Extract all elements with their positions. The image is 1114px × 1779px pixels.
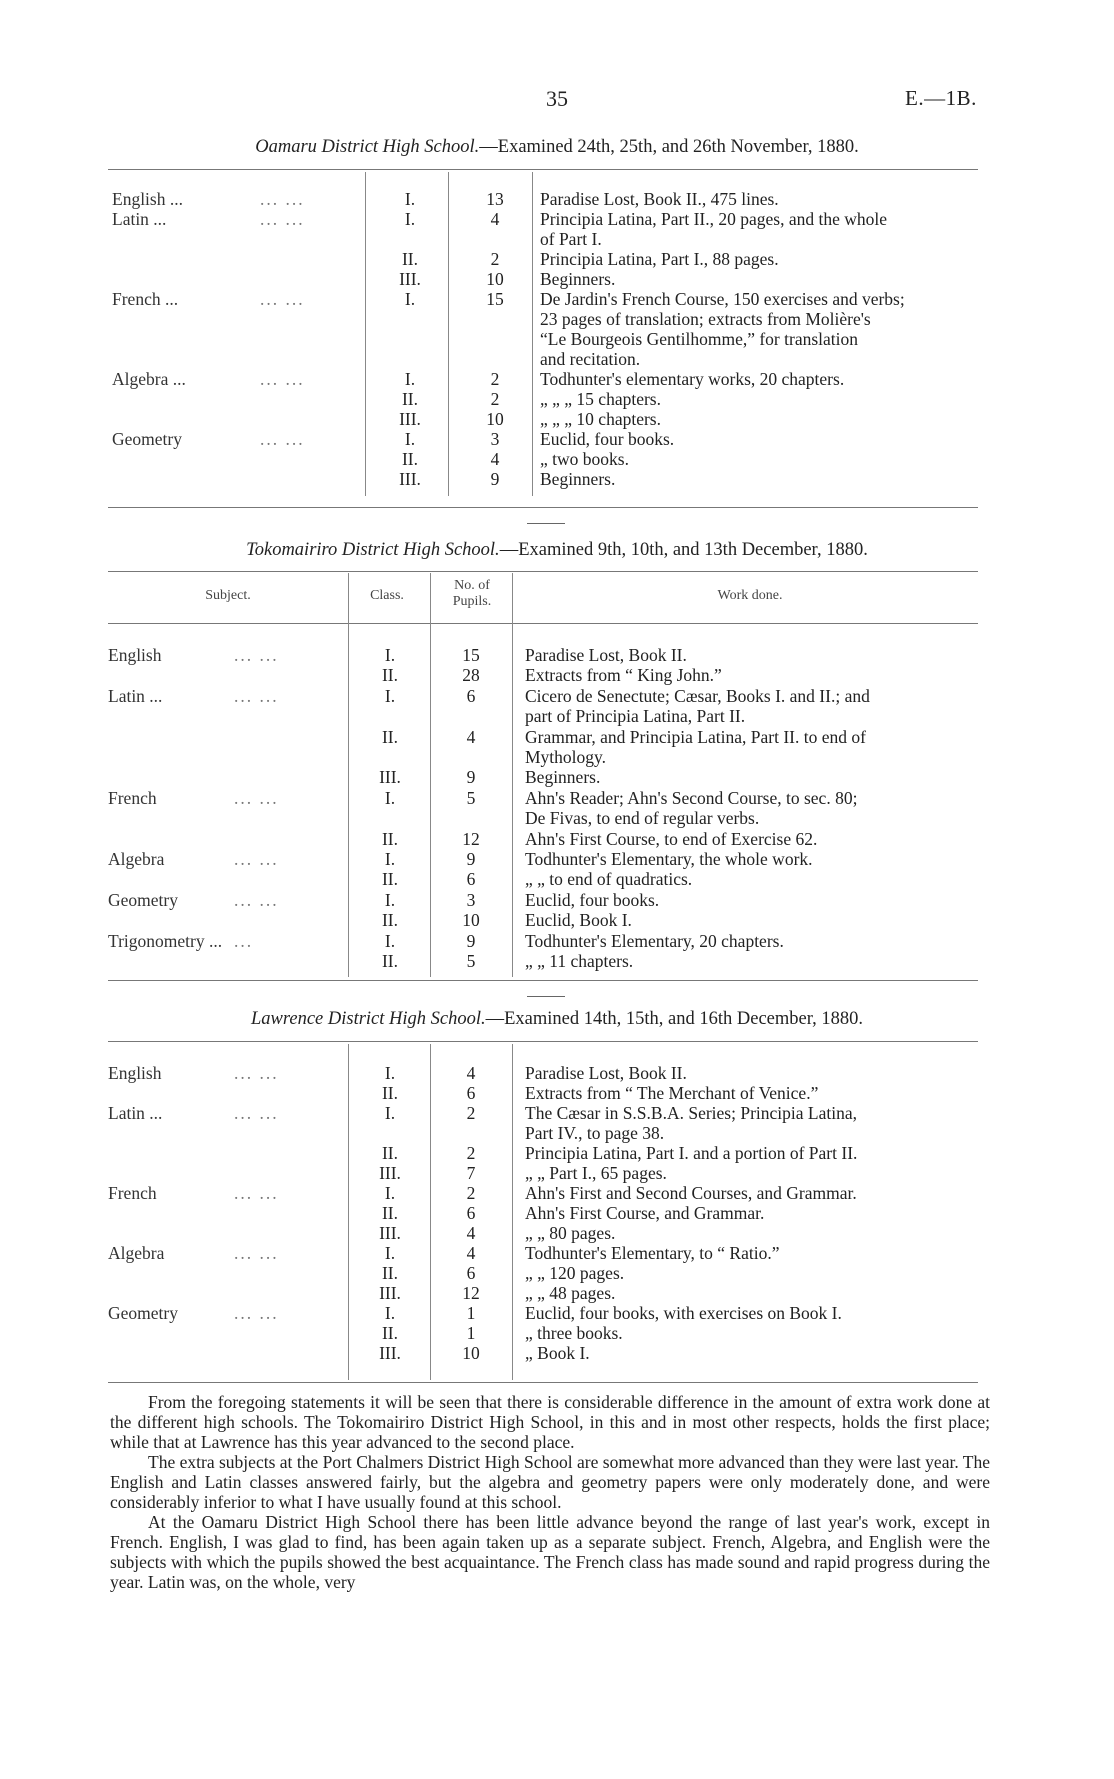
row-work-done: Principia Latina, Part I., 88 pages.	[540, 249, 779, 269]
row-work-done: Paradise Lost, Book II., 475 lines.	[540, 189, 779, 209]
row-pupils: 3	[466, 889, 476, 910]
row-leader-dots: ... ...	[234, 645, 279, 665]
lawrence-heading-dates: —Examined 14th, 15th, and 16th December, 1880.	[485, 1009, 864, 1029]
oamaru-heading-school: Oamaru District High School.	[255, 137, 480, 157]
row-subject: English	[108, 645, 162, 665]
row-class: II.	[381, 1203, 399, 1223]
row-work-done: Euclid, four books.	[525, 889, 660, 910]
row-work-done: part of Principia Latina, Part II.	[525, 706, 746, 727]
row-work-done: Todhunter's Elementary, 20 chapters.	[525, 930, 784, 951]
row-leader-dots: ... ...	[234, 1103, 279, 1123]
row-pupils: 4	[466, 1063, 476, 1083]
row-work-done: 23 pages of translation; extracts from Molière's	[540, 309, 871, 329]
oamaru-top-rule	[108, 169, 978, 170]
oamaru-col-divider-3	[532, 172, 533, 496]
row-pupils: 2	[466, 1183, 476, 1203]
col-header-pupils-line2: Pupils.	[452, 594, 492, 609]
tokomairiro-heading-school: Tokomairiro District High School.	[246, 540, 500, 560]
paragraph: From the foregoing statements it will be seen that there is considerable difference in the amount of extra work done at the different high schools. The Tokomairiro District High School, in this and in most other respects, holds the first place; while that at Lawrence has this year advanced to the second place.	[110, 1392, 990, 1452]
lawrence-bottom-rule	[108, 1382, 978, 1383]
section-separator-2	[527, 996, 565, 997]
tokomairiro-col-divider-3	[512, 573, 513, 977]
row-pupils: 1	[466, 1303, 476, 1323]
row-work-done: Euclid, Book I.	[525, 910, 632, 931]
row-class: I.	[384, 1303, 396, 1323]
row-work-done: „ two books.	[540, 449, 629, 469]
row-work-done: Todhunter's Elementary, the whole work.	[525, 849, 813, 869]
row-work-done: „ „ 120 pages.	[525, 1263, 625, 1283]
row-pupils: 15	[462, 645, 480, 665]
row-pupils: 3	[490, 429, 500, 449]
row-leader-dots: ... ...	[234, 685, 279, 706]
row-class: II.	[381, 869, 399, 890]
row-class: I.	[384, 1243, 396, 1263]
row-class: III.	[399, 469, 421, 489]
row-pupils: 6	[466, 685, 476, 706]
lawrence-top-rule	[108, 1041, 978, 1042]
row-class: II.	[381, 1263, 399, 1283]
row-class: I.	[404, 189, 416, 209]
row-pupils: 6	[466, 1203, 476, 1223]
row-class: I.	[384, 889, 396, 910]
row-work-done: „ „ 80 pages.	[525, 1223, 616, 1243]
row-class: III.	[379, 1283, 401, 1303]
tokomairiro-heading-dates: —Examined 9th, 10th, and 13th December, 1880.	[499, 540, 868, 560]
row-class: II.	[401, 389, 419, 409]
row-class: II.	[381, 1143, 399, 1163]
row-leader-dots: ... ...	[234, 1303, 279, 1323]
row-class: I.	[384, 849, 396, 869]
row-pupils: 2	[466, 1103, 476, 1123]
section-separator-1	[527, 523, 565, 524]
row-class: I.	[384, 930, 396, 951]
tokomairiro-col-divider-1	[348, 573, 349, 977]
row-subject: Geometry	[108, 889, 178, 910]
col-header-class: Class.	[370, 588, 404, 603]
paragraph: At the Oamaru District High School there has been little advance beyond the range of last year's work, except in French. English, I was glad to find, has been again taken up as a separate subject. French, Algebra, and English were the subjects with which the pupils showed the best acquaintance. The French class has made sound and rapid progress during the year. Latin was, on the whole, very	[110, 1512, 990, 1592]
row-pupils: 7	[466, 1163, 476, 1183]
row-leader-dots: ... ...	[234, 889, 279, 910]
body-text	[110, 1392, 990, 1592]
row-subject: French ...	[112, 289, 179, 309]
row-leader-dots: ... ...	[260, 429, 305, 449]
row-pupils: 2	[466, 1143, 476, 1163]
row-work-done: of Part I.	[540, 229, 602, 249]
row-work-done: „ „ „ 15 chapters.	[540, 389, 661, 409]
row-work-done: Extracts from “ King John.”	[525, 665, 722, 686]
row-subject: Geometry	[112, 429, 182, 449]
row-pupils: 4	[490, 209, 500, 229]
row-work-done: Euclid, four books.	[540, 429, 675, 449]
row-leader-dots: ... ...	[260, 189, 305, 209]
row-pupils: 4	[466, 1243, 476, 1263]
row-subject: Algebra ...	[112, 369, 186, 389]
row-pupils: 5	[466, 951, 476, 971]
row-subject: Latin ...	[108, 1103, 163, 1123]
row-work-done: Beginners.	[540, 469, 616, 489]
row-class: II.	[401, 449, 419, 469]
row-work-done: Euclid, four books, with exercises on Book I.	[525, 1303, 842, 1323]
tokomairiro-top-rule	[108, 571, 978, 572]
row-pupils: 10	[486, 269, 504, 289]
row-leader-dots: ... ...	[260, 209, 305, 229]
row-leader-dots: ... ...	[234, 849, 279, 869]
row-work-done: Ahn's First and Second Courses, and Grammar.	[525, 1183, 857, 1203]
row-work-done: „ three books.	[525, 1323, 623, 1343]
row-leader-dots: ... ...	[234, 1243, 279, 1263]
col-header-pupils-line1: No. of	[454, 578, 490, 593]
row-work-done: The Cæsar in S.S.B.A. Series; Principia Latina,	[525, 1103, 857, 1123]
row-class: I.	[384, 685, 396, 706]
oamaru-col-divider-1	[365, 172, 366, 496]
row-leader-dots: ... ...	[234, 1183, 279, 1203]
row-pupils: 6	[466, 1083, 476, 1103]
row-subject: Latin ...	[108, 685, 163, 706]
row-work-done: „ „ 11 chapters.	[525, 951, 634, 971]
row-class: II.	[381, 1083, 399, 1103]
row-work-done: Todhunter's Elementary, to “ Ratio.”	[525, 1243, 780, 1263]
row-subject: Algebra	[108, 1243, 165, 1263]
row-subject: Latin ...	[112, 209, 167, 229]
row-pupils: 6	[466, 1263, 476, 1283]
row-subject: Trigonometry ...	[108, 930, 223, 951]
row-pupils: 2	[490, 389, 500, 409]
row-leader-dots: ... ...	[260, 369, 305, 389]
row-work-done: „ „ Part I., 65 pages.	[525, 1163, 667, 1183]
row-work-done: „ „ 48 pages.	[525, 1283, 616, 1303]
row-leader-dots: ... ...	[234, 1063, 279, 1083]
row-leader-dots: ... ...	[234, 787, 279, 808]
row-work-done: Ahn's First Course, and Grammar.	[525, 1203, 765, 1223]
row-pupils: 10	[486, 409, 504, 429]
tokomairiro-bottom-rule	[108, 980, 978, 981]
row-subject: English	[108, 1063, 162, 1083]
row-work-done: Principia Latina, Part II., 20 pages, and the whole	[540, 209, 887, 229]
row-work-done: Grammar, and Principia Latina, Part II. to end of	[525, 726, 866, 747]
row-work-done: Principia Latina, Part I. and a portion of Part II.	[525, 1143, 858, 1163]
row-class: III.	[399, 269, 421, 289]
lawrence-col-divider-2	[430, 1044, 431, 1380]
oamaru-col-divider-2	[448, 172, 449, 496]
row-class: II.	[381, 726, 399, 747]
row-work-done: „ „ to end of quadratics.	[525, 869, 693, 890]
row-class: I.	[404, 429, 416, 449]
row-pupils: 4	[466, 1223, 476, 1243]
row-work-done: Part IV., to page 38.	[525, 1123, 665, 1143]
tokomairiro-col-divider-2	[430, 573, 431, 977]
row-class: III.	[379, 1343, 401, 1363]
row-class: I.	[404, 289, 416, 309]
oamaru-heading-dates: —Examined 24th, 25th, and 26th November, 1880.	[479, 137, 859, 157]
row-pupils: 2	[490, 249, 500, 269]
row-class: III.	[399, 409, 421, 429]
tokomairiro-heading	[0, 540, 1114, 561]
row-pupils: 9	[490, 469, 500, 489]
row-pupils: 5	[466, 787, 476, 808]
row-work-done: Cicero de Senectute; Cæsar, Books I. and II.; and	[525, 685, 870, 706]
row-class: II.	[381, 665, 399, 686]
lawrence-heading	[0, 1009, 1114, 1030]
row-leader-dots: ... ...	[260, 289, 305, 309]
row-pupils: 6	[466, 869, 476, 890]
row-subject: Algebra	[108, 849, 165, 869]
page-reference: E.—1B.	[905, 86, 977, 110]
row-class: I.	[404, 369, 416, 389]
row-class: II.	[381, 1323, 399, 1343]
row-pupils: 12	[462, 828, 480, 849]
row-pupils: 4	[466, 726, 476, 747]
row-pupils: 15	[486, 289, 504, 309]
row-pupils: 13	[486, 189, 504, 209]
col-header-pupils	[432, 578, 512, 610]
row-work-done: De Fivas, to end of regular verbs.	[525, 808, 760, 829]
row-work-done: Ahn's Reader; Ahn's Second Course, to sec. 80;	[525, 787, 858, 808]
row-class: I.	[384, 787, 396, 808]
row-class: I.	[404, 209, 416, 229]
row-work-done: Beginners.	[525, 767, 601, 788]
row-pupils: 10	[462, 1343, 480, 1363]
row-pupils: 10	[462, 910, 480, 931]
row-class: II.	[381, 828, 399, 849]
row-subject: French	[108, 1183, 157, 1203]
row-pupils: 9	[466, 930, 476, 951]
row-work-done: Extracts from “ The Merchant of Venice.”	[525, 1083, 819, 1103]
row-class: I.	[384, 1103, 396, 1123]
row-work-done: Paradise Lost, Book II.	[525, 645, 687, 665]
col-header-subject: Subject.	[205, 588, 251, 603]
row-work-done: and recitation.	[540, 349, 641, 369]
row-class: II.	[401, 249, 419, 269]
row-pupils: 4	[490, 449, 500, 469]
lawrence-col-divider-1	[348, 1044, 349, 1380]
row-work-done: „ Book I.	[525, 1343, 590, 1363]
lawrence-col-divider-3	[512, 1044, 513, 1380]
row-work-done: De Jardin's French Course, 150 exercises and verbs;	[540, 289, 905, 309]
row-work-done: Todhunter's elementary works, 20 chapters.	[540, 369, 845, 389]
row-class: I.	[384, 1183, 396, 1203]
row-work-done: Ahn's First Course, to end of Exercise 62.	[525, 828, 818, 849]
row-pupils: 9	[466, 767, 476, 788]
col-header-work: Work done.	[717, 588, 783, 603]
row-class: III.	[379, 1163, 401, 1183]
row-work-done: Mythology.	[525, 747, 607, 767]
row-class: I.	[384, 645, 396, 665]
row-subject: French	[108, 787, 157, 808]
row-work-done: “Le Bourgeois Gentilhomme,” for translation	[540, 329, 858, 349]
row-class: III.	[379, 1223, 401, 1243]
row-pupils: 2	[490, 369, 500, 389]
oamaru-bottom-rule	[108, 507, 978, 508]
oamaru-heading	[0, 137, 1114, 158]
row-subject: English ...	[112, 189, 183, 209]
row-class: III.	[379, 767, 401, 788]
row-subject: Geometry	[108, 1303, 178, 1323]
row-class: I.	[384, 1063, 396, 1083]
paragraph: The extra subjects at the Port Chalmers District High School are somewhat more advanced than they were last year. The English and Latin classes answered fairly, but the algebra and geometry papers were only moderately done, and were considerably inferior to what I have usually found at this school.	[110, 1452, 990, 1512]
row-class: II.	[381, 951, 399, 971]
row-work-done: „ „ „ 10 chapters.	[540, 409, 661, 429]
row-class: II.	[381, 910, 399, 931]
lawrence-heading-school: Lawrence District High School.	[250, 1009, 486, 1029]
row-pupils: 12	[462, 1283, 480, 1303]
row-leader-dots: ...	[234, 930, 254, 951]
row-pupils: 1	[466, 1323, 476, 1343]
row-pupils: 9	[466, 849, 476, 869]
row-pupils: 28	[462, 665, 480, 686]
tokomairiro-header-rule	[108, 623, 978, 624]
row-work-done: Beginners.	[540, 269, 616, 289]
page-number: 35	[546, 86, 568, 111]
row-work-done: Paradise Lost, Book II.	[525, 1063, 687, 1083]
